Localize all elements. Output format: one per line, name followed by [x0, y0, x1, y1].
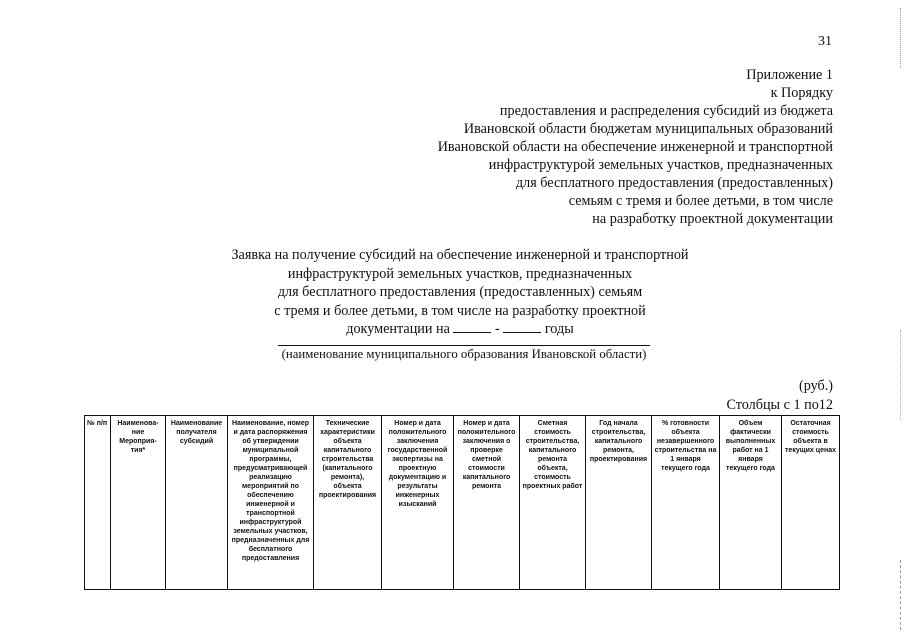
column-header: Сметная стоимость строительства, капитального ремонта объекта, стоимость проектных работ — [520, 416, 586, 590]
page-number: 31 — [818, 34, 832, 49]
title-suffix: годы — [544, 321, 574, 337]
appendix-line: на разработку проектной документации — [592, 211, 833, 227]
appendix-line: Приложение 1 — [746, 67, 833, 83]
document-title — [190, 246, 730, 339]
column-header: Наименование, номер и дата распоряжения об утверждении муниципальной программы, предусматривающей реализацию мероприятий по обеспечению инженерной и транспортной инфраструктурой земельных участков, предназначенных для бесплатного предоставления — [228, 416, 314, 590]
appendix-line: предоставления и распределения субсидий из бюджета — [499, 103, 833, 119]
column-header: Наименование получателя субсидий — [166, 416, 228, 590]
appendix-line: Ивановской области на обеспечение инженерной и транспортной — [437, 139, 833, 155]
title-line: Заявка на получение субсидий на обеспечение инженерной и транспортной — [231, 247, 689, 263]
column-header: Технические характеристики объекта капитального строительства (капитального ремонта), объекта проектирования — [314, 416, 382, 590]
year-start-blank — [453, 320, 491, 333]
municipality-fill-line — [278, 345, 650, 346]
table-header-row — [85, 416, 840, 590]
column-header: Остаточная стоимость объекта в текущих ценах — [782, 416, 840, 590]
appendix-line: Ивановской области бюджетам муниципальных образований — [463, 121, 833, 137]
year-end-blank — [503, 320, 541, 333]
currency-unit: (руб.) — [798, 378, 833, 394]
column-header: Номер и дата положительного заключения о проверке сметной стоимости капитального ремонта — [454, 416, 520, 590]
appendix-line: для бесплатного предоставления (предоставленных) — [515, 175, 833, 191]
scan-edge-mark — [897, 560, 901, 630]
column-header: Наименова-ние Мероприя-тия* — [111, 416, 166, 590]
columns-note: Столбцы с 1 по12 — [726, 397, 833, 413]
scan-edge-mark — [897, 330, 901, 420]
column-header: % готовности объекта незавершенного строительства на 1 января текущего года — [652, 416, 720, 590]
column-header: № п/п — [85, 416, 111, 590]
column-header: Объем фактически выполненных работ на 1 января текущего года — [720, 416, 782, 590]
title-line: для бесплатного предоставления (предоставленных) семьям — [277, 284, 643, 300]
scan-edge-mark — [897, 8, 901, 68]
column-header: Номер и дата положительного заключения государственной экспертизы на проектную документацию и результаты инженерных изысканий — [382, 416, 454, 590]
appendix-line: семьям с тремя и более детьми, в том числе — [568, 193, 833, 209]
appendix-line: к Порядку — [770, 85, 833, 101]
title-line: с тремя и более детьми, в том числе на разработку проектной — [274, 302, 646, 319]
title-dash: - — [495, 321, 500, 337]
appendix-header — [373, 66, 833, 228]
title-line: инфраструктурой земельных участков, предназначенных — [287, 265, 633, 282]
column-header: Год начала строительства, капитального ремонта, проектирования — [586, 416, 652, 590]
appendix-line: инфраструктурой земельных участков, предназначенных — [488, 157, 833, 173]
application-table — [84, 415, 840, 590]
title-prefix: документации на — [346, 321, 450, 337]
title-line-years — [190, 320, 730, 339]
municipality-caption: (наименование муниципального образования Ивановской области) — [281, 347, 647, 361]
